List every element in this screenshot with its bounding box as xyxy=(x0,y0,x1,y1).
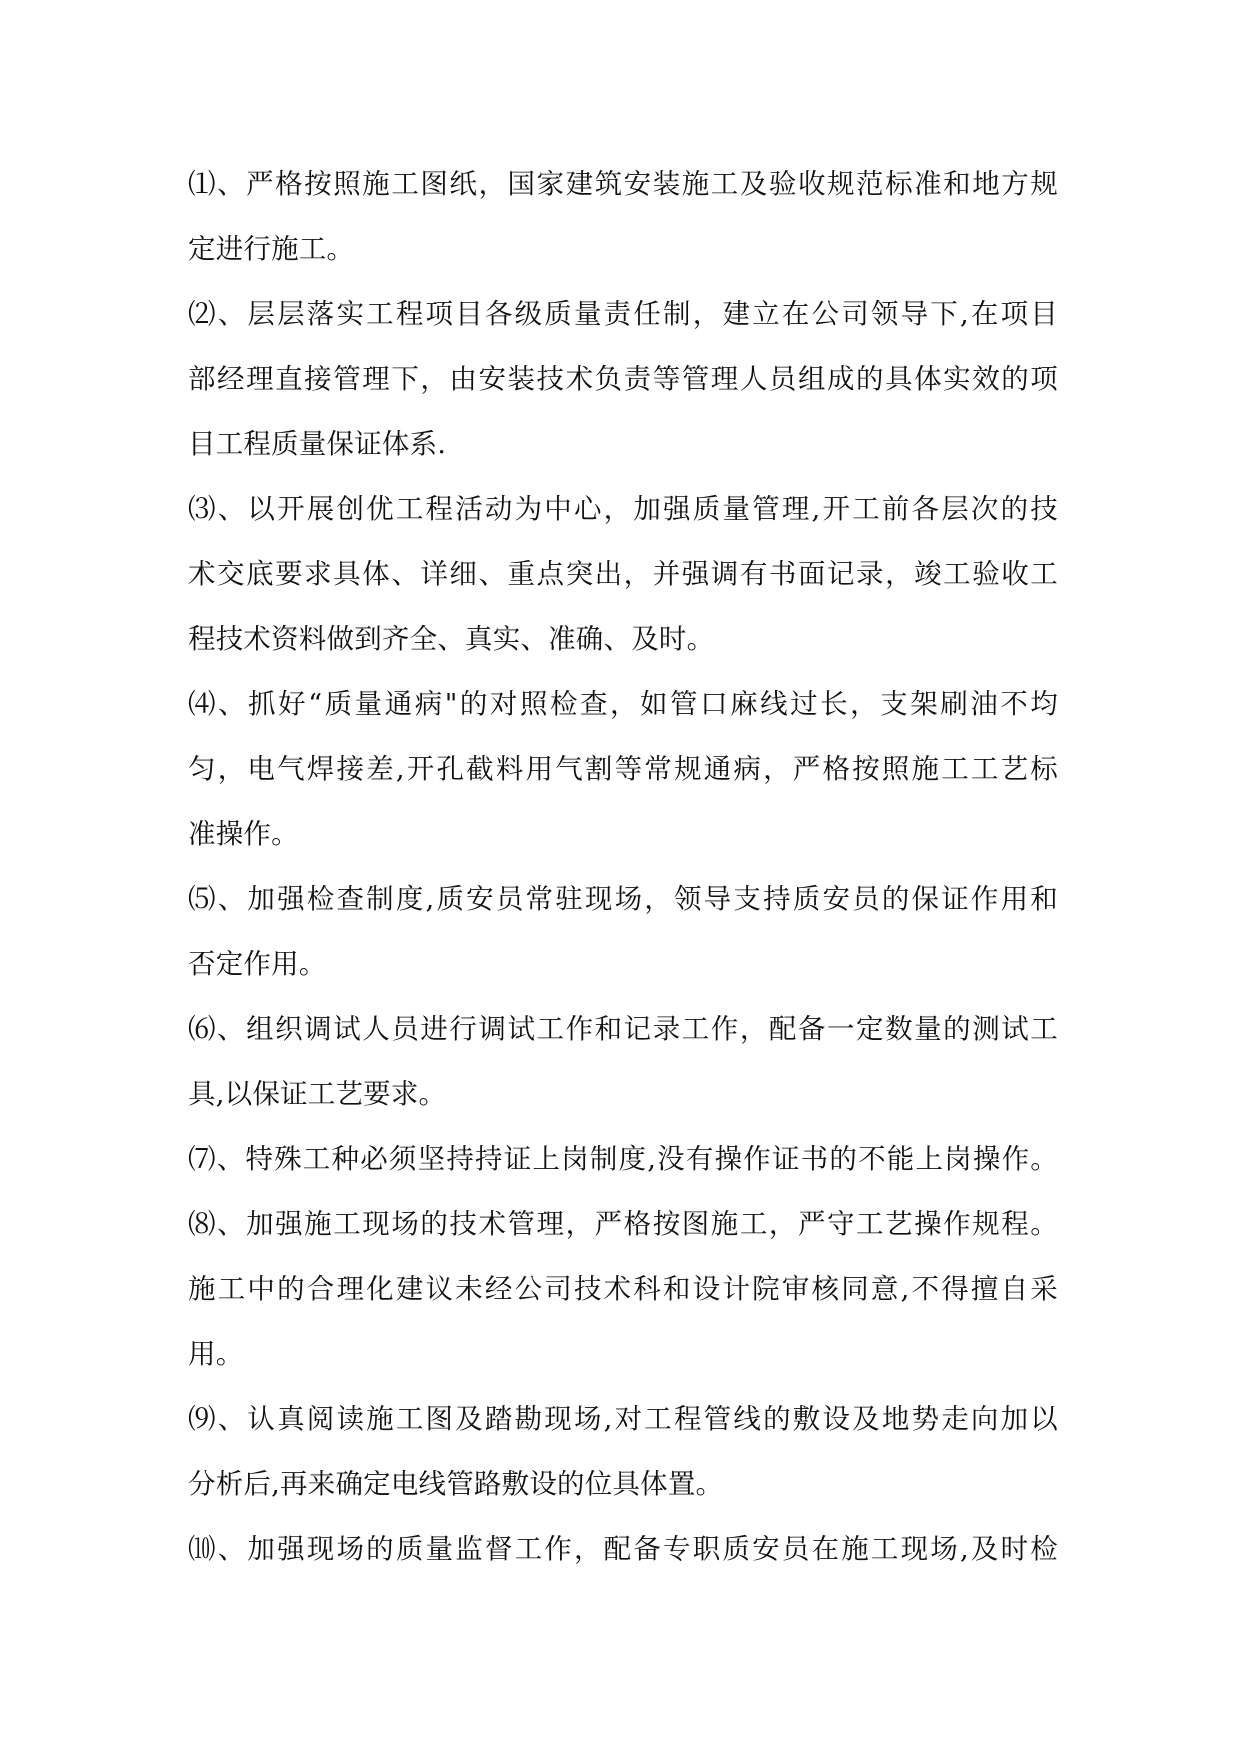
paragraph-7 xyxy=(188,1127,1058,1192)
paragraph-line: 目工程质量保证体系. xyxy=(188,428,447,460)
paragraph-5 xyxy=(188,867,1058,997)
paragraph-line: 施工中的合理化建议未经公司技术科和设计院审核同意,不得擅自采 xyxy=(188,1273,1058,1305)
paragraph-8 xyxy=(188,1192,1058,1387)
paragraph-10 xyxy=(188,1517,1058,1582)
paragraph-line: ⑸、加强检查制度,质安员常驻现场，领导支持质安员的保证作用和 xyxy=(188,883,1058,915)
document-body xyxy=(188,152,1058,1582)
paragraph-line: 具,以保证工艺要求。 xyxy=(188,1078,447,1110)
paragraph-9 xyxy=(188,1387,1058,1517)
paragraph-2 xyxy=(188,282,1058,477)
paragraph-line: ⑵、层层落实工程项目各级质量责任制，建立在公司领导下,在项目 xyxy=(188,298,1058,330)
paragraph-line: 用。 xyxy=(188,1338,244,1370)
paragraph-line: ⑼、认真阅读施工图及踏勘现场,对工程管线的敷设及地势走向加以 xyxy=(188,1403,1058,1435)
paragraph-line: ⑷、抓好“质量通病"的对照检查，如管口麻线过长，支架刷油不均 xyxy=(188,688,1058,720)
paragraph-line: ⑻、加强施工现场的技术管理，严格按图施工，严守工艺操作规程。 xyxy=(188,1208,1058,1240)
paragraph-line: ⑽、加强现场的质量监督工作，配备专职质安员在施工现场,及时检 xyxy=(188,1533,1058,1565)
paragraph-1 xyxy=(188,152,1058,282)
paragraph-line: 分析后,再来确定电线管路敷设的位具体置。 xyxy=(188,1468,724,1500)
paragraph-line: 部经理直接管理下，由安装技术负责等管理人员组成的具体实效的项 xyxy=(188,363,1058,395)
paragraph-line: 否定作用。 xyxy=(188,948,327,980)
paragraph-line: 准操作。 xyxy=(188,818,299,850)
paragraph-line: ⑶、以开展创优工程活动为中心，加强质量管理,开工前各层次的技 xyxy=(188,493,1058,525)
paragraph-line: ⑺、特殊工种必须坚持持证上岗制度,没有操作证书的不能上岗操作。 xyxy=(188,1143,1058,1175)
paragraph-line: ⑹、组织调试人员进行调试工作和记录工作，配备一定数量的测试工 xyxy=(188,1013,1058,1045)
paragraph-line: 程技术资料做到齐全、真实、准确、及时。 xyxy=(188,623,715,655)
paragraph-line: 术交底要求具体、详细、重点突出，并强调有书面记录，竣工验收工 xyxy=(188,558,1058,590)
paragraph-6 xyxy=(188,997,1058,1127)
paragraph-4 xyxy=(188,672,1058,867)
paragraph-line: 定进行施工。 xyxy=(188,233,355,265)
paragraph-line: ⑴、严格按照施工图纸，国家建筑安装施工及验收规范标准和地方规 xyxy=(188,168,1058,200)
paragraph-3 xyxy=(188,477,1058,672)
paragraph-line: 匀，电气焊接差,开孔截料用气割等常规通病，严格按照施工工艺标 xyxy=(188,753,1058,785)
